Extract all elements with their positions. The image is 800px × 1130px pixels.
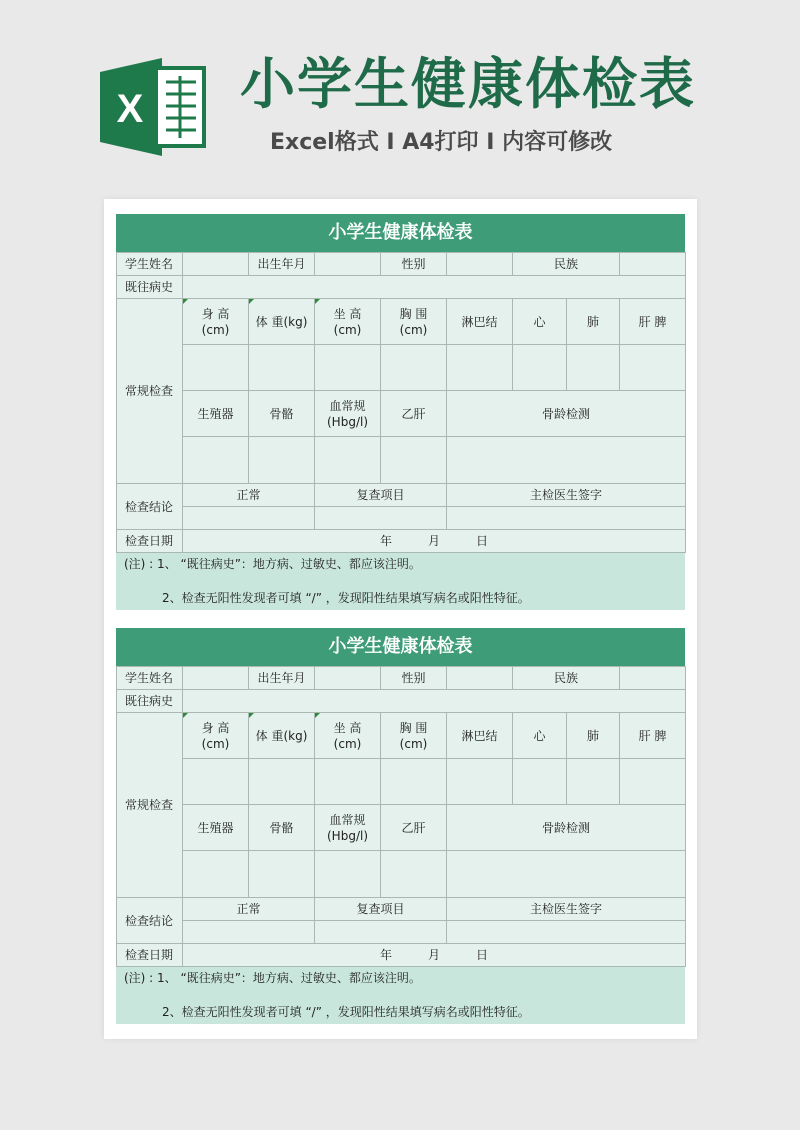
label-student-name: 学生姓名 bbox=[117, 253, 183, 276]
input-history[interactable] bbox=[183, 276, 686, 299]
label-normal: 正常 bbox=[183, 898, 315, 921]
date-month: 月 bbox=[427, 534, 440, 548]
input-ethnicity[interactable] bbox=[620, 253, 686, 276]
input-birth-date[interactable] bbox=[315, 667, 381, 690]
label-blood: 血常规 (Hbg/l) bbox=[315, 391, 381, 437]
label-skeleton: 骨骼 bbox=[249, 805, 315, 851]
excel-icon bbox=[100, 58, 208, 156]
label-recheck: 复查项目 bbox=[315, 898, 447, 921]
label-ethnicity: 民族 bbox=[513, 253, 620, 276]
label-genital: 生殖器 bbox=[183, 391, 249, 437]
input-skeleton[interactable] bbox=[249, 437, 315, 484]
input-normal[interactable] bbox=[183, 921, 315, 944]
form-title: 小学生健康体检表 bbox=[116, 628, 685, 666]
notes bbox=[116, 967, 685, 1024]
input-chest[interactable] bbox=[381, 345, 447, 391]
input-weight[interactable] bbox=[249, 759, 315, 805]
input-heart[interactable] bbox=[513, 759, 567, 805]
label-lymph: 淋巴结 bbox=[447, 299, 513, 345]
input-history[interactable] bbox=[183, 690, 686, 713]
input-sitting-height[interactable] bbox=[315, 345, 381, 391]
date-day: 日 bbox=[475, 948, 488, 962]
input-lymph[interactable] bbox=[447, 759, 513, 805]
input-blood[interactable] bbox=[315, 437, 381, 484]
date-year: 年 bbox=[379, 948, 392, 962]
input-height[interactable] bbox=[183, 345, 249, 391]
input-chest[interactable] bbox=[381, 759, 447, 805]
label-heart: 心 bbox=[513, 299, 567, 345]
label-weight: 体 重(kg) bbox=[249, 713, 315, 759]
label-history: 既往病史 bbox=[117, 690, 183, 713]
page-subtitle: Excel格式 I A4打印 I 内容可修改 bbox=[270, 130, 613, 155]
input-genital[interactable] bbox=[183, 851, 249, 898]
label-blood: 血常规 (Hbg/l) bbox=[315, 805, 381, 851]
label-exam-date: 检查日期 bbox=[117, 944, 183, 967]
note-2: 2、检查无阳性发现者可填 “/” ，发现阳性结果填写病名或阳性特征。 bbox=[162, 1005, 530, 1019]
date-month: 月 bbox=[427, 948, 440, 962]
input-birth-date[interactable] bbox=[315, 253, 381, 276]
input-exam-date[interactable] bbox=[183, 944, 686, 967]
label-lymph: 淋巴结 bbox=[447, 713, 513, 759]
input-student-name[interactable] bbox=[183, 667, 249, 690]
label-history: 既往病史 bbox=[117, 276, 183, 299]
label-birth-date: 出生年月 bbox=[249, 253, 315, 276]
health-form-table bbox=[116, 666, 686, 967]
label-bone-age: 骨龄检测 bbox=[447, 805, 686, 851]
label-birth-date: 出生年月 bbox=[249, 667, 315, 690]
label-routine: 常规检查 bbox=[117, 713, 183, 898]
input-skeleton[interactable] bbox=[249, 851, 315, 898]
label-height: 身 高 (cm) bbox=[183, 299, 249, 345]
label-genital: 生殖器 bbox=[183, 805, 249, 851]
label-routine: 常规检查 bbox=[117, 299, 183, 484]
label-lung: 肺 bbox=[567, 713, 620, 759]
label-hepatitis: 乙肝 bbox=[381, 391, 447, 437]
input-hepatitis[interactable] bbox=[381, 851, 447, 898]
notes bbox=[116, 553, 685, 610]
input-student-name[interactable] bbox=[183, 253, 249, 276]
input-blood[interactable] bbox=[315, 851, 381, 898]
label-gender: 性别 bbox=[381, 667, 447, 690]
label-skeleton: 骨骼 bbox=[249, 391, 315, 437]
label-hepatitis: 乙肝 bbox=[381, 805, 447, 851]
input-bone-age[interactable] bbox=[447, 851, 686, 898]
form-title: 小学生健康体检表 bbox=[116, 214, 685, 252]
note-1: (注) : 1、 “既往病史”：地方病、过敏史、都应该注明。 bbox=[124, 971, 421, 985]
logo-letter: X bbox=[116, 87, 144, 131]
header bbox=[0, 0, 800, 190]
input-normal[interactable] bbox=[183, 507, 315, 530]
input-liver-spleen[interactable] bbox=[620, 759, 686, 805]
label-normal: 正常 bbox=[183, 484, 315, 507]
input-doctor-sign[interactable] bbox=[447, 921, 686, 944]
input-exam-date[interactable] bbox=[183, 530, 686, 553]
input-heart[interactable] bbox=[513, 345, 567, 391]
input-weight[interactable] bbox=[249, 345, 315, 391]
label-bone-age: 骨龄检测 bbox=[447, 391, 686, 437]
note-2: 2、检查无阳性发现者可填 “/” ，发现阳性结果填写病名或阳性特征。 bbox=[162, 591, 530, 605]
label-recheck: 复查项目 bbox=[315, 484, 447, 507]
input-lung[interactable] bbox=[567, 345, 620, 391]
date-year: 年 bbox=[379, 534, 392, 548]
date-day: 日 bbox=[475, 534, 488, 548]
label-liver-spleen: 肝 脾 bbox=[620, 299, 686, 345]
label-exam-date: 检查日期 bbox=[117, 530, 183, 553]
input-recheck[interactable] bbox=[315, 507, 447, 530]
health-form-2 bbox=[116, 628, 685, 1024]
note-1: (注) : 1、 “既往病史”：地方病、过敏史、都应该注明。 bbox=[124, 557, 421, 571]
input-bone-age[interactable] bbox=[447, 437, 686, 484]
input-hepatitis[interactable] bbox=[381, 437, 447, 484]
input-gender[interactable] bbox=[447, 667, 513, 690]
page-title: 小学生健康体检表 bbox=[240, 52, 697, 116]
label-gender: 性别 bbox=[381, 253, 447, 276]
label-chest: 胸 围 (cm) bbox=[381, 713, 447, 759]
label-ethnicity: 民族 bbox=[513, 667, 620, 690]
input-liver-spleen[interactable] bbox=[620, 345, 686, 391]
input-height[interactable] bbox=[183, 759, 249, 805]
label-liver-spleen: 肝 脾 bbox=[620, 713, 686, 759]
health-form-1 bbox=[116, 214, 685, 610]
label-conclusion: 检查结论 bbox=[117, 484, 183, 530]
label-height: 身 高 (cm) bbox=[183, 713, 249, 759]
label-sitting-height: 坐 高 (cm) bbox=[315, 713, 381, 759]
health-form-table bbox=[116, 252, 686, 553]
input-gender[interactable] bbox=[447, 253, 513, 276]
label-lung: 肺 bbox=[567, 299, 620, 345]
input-sitting-height[interactable] bbox=[315, 759, 381, 805]
label-sitting-height: 坐 高 (cm) bbox=[315, 299, 381, 345]
input-genital[interactable] bbox=[183, 437, 249, 484]
input-doctor-sign[interactable] bbox=[447, 507, 686, 530]
label-student-name: 学生姓名 bbox=[117, 667, 183, 690]
label-conclusion: 检查结论 bbox=[117, 898, 183, 944]
input-lymph[interactable] bbox=[447, 345, 513, 391]
input-recheck[interactable] bbox=[315, 921, 447, 944]
label-chest: 胸 围 (cm) bbox=[381, 299, 447, 345]
input-ethnicity[interactable] bbox=[620, 667, 686, 690]
label-weight: 体 重(kg) bbox=[249, 299, 315, 345]
label-doctor-sign: 主检医生签字 bbox=[447, 898, 686, 921]
label-heart: 心 bbox=[513, 713, 567, 759]
label-doctor-sign: 主检医生签字 bbox=[447, 484, 686, 507]
input-lung[interactable] bbox=[567, 759, 620, 805]
